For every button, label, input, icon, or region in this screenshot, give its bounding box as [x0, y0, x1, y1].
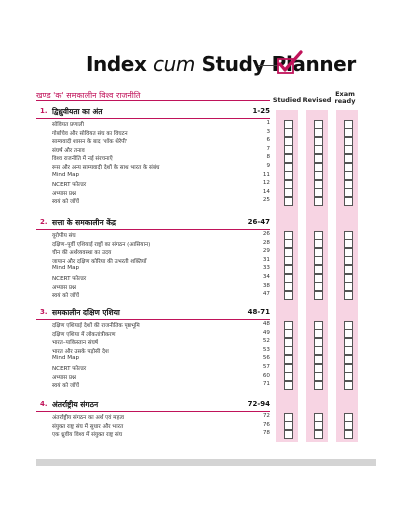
- topic-title: चीन की अर्थव्यवस्था का उदय: [52, 250, 112, 257]
- topic-title: दक्षिण एशिया में लोकतांत्रीकरण: [52, 331, 116, 338]
- topic-row: [36, 381, 270, 390]
- topic-page: 76: [262, 421, 270, 428]
- topic-page: 12: [262, 180, 270, 187]
- chapter-title: समकालीन दक्षिण एशिया: [52, 308, 120, 317]
- topic-page: 48: [262, 321, 270, 327]
- chapter-page-range: 48-71: [247, 308, 270, 316]
- topic-title: भारत–पाकिस्तान संघर्ष: [52, 340, 99, 347]
- chapter-row: [36, 399, 270, 412]
- topic-row: [36, 172, 270, 181]
- chapter-page-range: 72-94: [247, 400, 270, 408]
- chapter-title: सत्ता के समकालीन केंद्र: [52, 218, 116, 227]
- topic-row: [36, 129, 270, 138]
- exam-ready-line1: Exam: [335, 90, 355, 98]
- topic-page: 49: [262, 329, 270, 336]
- topic-row: [36, 291, 270, 300]
- topic-page: 25: [262, 197, 270, 204]
- topic-page: 6: [266, 137, 270, 144]
- chapter-page-range: 26-47: [247, 218, 270, 226]
- topic-title: जापान और दक्षिण कोरिया की उभरती शक्तियाँ: [52, 258, 147, 265]
- topic-row: [36, 321, 270, 330]
- topic-page: 47: [262, 291, 270, 298]
- chapter-divider: [36, 118, 270, 119]
- exam-ready-checkbox[interactable]: [344, 291, 353, 300]
- topic-row: [36, 189, 270, 198]
- topic-page: 71: [262, 381, 270, 388]
- topic-title: भारत और उसके पड़ोसी देश: [52, 348, 109, 355]
- topic-page: 38: [262, 282, 270, 289]
- chapter-number: 3.: [40, 308, 48, 316]
- topic-title: Mind Map: [52, 355, 80, 362]
- topic-title: NCERT फोल्डर: [52, 182, 87, 189]
- topic-row: [36, 422, 270, 431]
- chapter-page-range: 1-25: [252, 107, 270, 115]
- topic-page: 72: [262, 413, 270, 419]
- studied-checkbox[interactable]: [284, 291, 293, 300]
- chapter-number: 1.: [40, 107, 48, 115]
- topic-title: Mind Map: [52, 265, 80, 272]
- topic-page: 7: [266, 145, 270, 152]
- topic-row: [36, 338, 270, 347]
- chapter-row: [36, 106, 270, 119]
- topic-row: [36, 355, 270, 364]
- topic-page: 53: [262, 346, 270, 353]
- chapter-title: अंतर्राष्ट्रीय संगठन: [52, 400, 99, 409]
- topic-title: विश्व राजनीति में नई संरचनाएँ: [52, 156, 113, 163]
- topic-page: 57: [262, 364, 270, 370]
- topic-page: 60: [262, 372, 270, 379]
- page-title: [86, 52, 356, 76]
- topic-title: दक्षिण एशियाई देशों की राजनीतिक पृष्ठभूमि: [52, 323, 140, 329]
- topic-page: 56: [262, 355, 270, 362]
- topic-page: 34: [262, 274, 270, 280]
- chapter-row: [36, 217, 270, 230]
- revised-checkbox[interactable]: [314, 430, 323, 439]
- topic-title: अंतर्राष्ट्रीय संगठन का अर्थ एवं महत्व: [52, 415, 125, 421]
- chapter-number: 4.: [40, 400, 48, 408]
- topic-page: 52: [262, 338, 270, 345]
- topic-row: [36, 257, 270, 266]
- topic-page: 14: [262, 188, 270, 195]
- section-label: खण्ड 'क' समकालीन विश्व राजनीति: [36, 91, 141, 100]
- exam-ready-line2: ready: [334, 97, 356, 105]
- chapter-title: द्विध्रुवीयता का अंत: [52, 107, 103, 116]
- topic-row: [36, 120, 270, 129]
- topic-row: [36, 248, 270, 257]
- topic-row: [36, 197, 270, 206]
- topic-title: अभ्यास प्रश्न: [52, 284, 76, 291]
- topic-page: 31: [262, 256, 270, 263]
- topic-title: स्वयं को जाँचें: [52, 293, 79, 300]
- topic-page: 78: [262, 430, 270, 437]
- topic-row: [36, 231, 270, 240]
- topic-row: [36, 180, 270, 189]
- topic-row: [36, 330, 270, 339]
- studied-column-header: Studied: [272, 96, 302, 104]
- topic-page: 3: [266, 128, 270, 135]
- topic-row: [36, 413, 270, 422]
- revised-checkbox[interactable]: [314, 197, 323, 206]
- studied-checkbox[interactable]: [284, 430, 293, 439]
- topic-page: 29: [262, 248, 270, 255]
- chapter-number: 2.: [40, 218, 48, 226]
- chapter-divider: [36, 319, 270, 320]
- studied-checkbox[interactable]: [284, 381, 293, 390]
- topic-row: [36, 265, 270, 274]
- topic-title: साम्यवादी शासन के बाद 'शॉक थेरेपी': [52, 139, 128, 146]
- chapter-row: [36, 307, 270, 320]
- topic-row: [36, 364, 270, 373]
- topic-title: रूस और अन्य साम्यवादी देशों के साथ भारत के संबंध: [52, 165, 160, 171]
- studied-checkbox[interactable]: [284, 197, 293, 206]
- topic-title: अभ्यास प्रश्न: [52, 374, 76, 381]
- chapter-divider: [36, 229, 270, 230]
- topic-page: 8: [266, 154, 270, 161]
- topic-row: [36, 146, 270, 155]
- revised-column-header: Revised: [302, 96, 332, 104]
- topic-row: [36, 283, 270, 292]
- footer-bar: [36, 459, 376, 466]
- title-part-study-planner: Study Planner: [195, 52, 356, 76]
- topic-title: सोवियत प्रणाली: [52, 122, 84, 128]
- chapter-divider: [36, 411, 270, 412]
- topic-page: 9: [266, 163, 270, 169]
- exam-ready-checkbox[interactable]: [344, 381, 353, 390]
- topic-title: दक्षिण–पूर्वी एशियाई राष्ट्रों का संगठन (आसियान): [52, 241, 151, 248]
- title-part-cum: cum: [153, 52, 195, 76]
- topic-title: स्वयं को जाँचें: [52, 199, 79, 206]
- topic-title: Mind Map: [52, 171, 80, 178]
- topic-row: [36, 430, 270, 439]
- topic-page: 33: [262, 265, 270, 272]
- revised-checkbox[interactable]: [314, 381, 323, 390]
- topic-row: [36, 347, 270, 356]
- topic-page: 28: [262, 239, 270, 246]
- topic-title: यूरोपीय संघ: [52, 233, 76, 239]
- topic-title: NCERT फोल्डर: [52, 366, 87, 372]
- topic-page: 11: [262, 171, 270, 178]
- topic-title: स्वयं को जाँचें: [52, 383, 79, 390]
- topic-row: [36, 274, 270, 283]
- section-divider: [36, 100, 270, 101]
- topic-row: [36, 154, 270, 163]
- topic-title: NCERT फोल्डर: [52, 276, 87, 282]
- topic-row: [36, 373, 270, 382]
- topic-title: संयुक्त राष्ट्र संघ में सुधार और भारत: [52, 423, 124, 430]
- exam-ready-column-header: [330, 91, 360, 105]
- topic-page: 26: [262, 231, 270, 237]
- topic-row: [36, 163, 270, 172]
- topic-row: [36, 137, 270, 146]
- topic-row: [36, 240, 270, 249]
- topic-title: एक ध्रुवीय विश्व में संयुक्त राष्ट्र संघ: [52, 432, 122, 439]
- check-icon: [274, 50, 304, 76]
- title-part-index: Index: [86, 52, 154, 76]
- exam-ready-checkbox[interactable]: [344, 430, 353, 439]
- exam-ready-checkbox[interactable]: [344, 197, 353, 206]
- revised-checkbox[interactable]: [314, 291, 323, 300]
- topic-title: अभ्यास प्रश्न: [52, 190, 76, 197]
- topic-page: 1: [266, 120, 270, 126]
- topic-title: गोर्बाचेव और सोवियत संघ का विघटन: [52, 130, 128, 137]
- topic-title: संघर्ष और तनाव: [52, 147, 85, 154]
- planner-header: [0, 48, 400, 78]
